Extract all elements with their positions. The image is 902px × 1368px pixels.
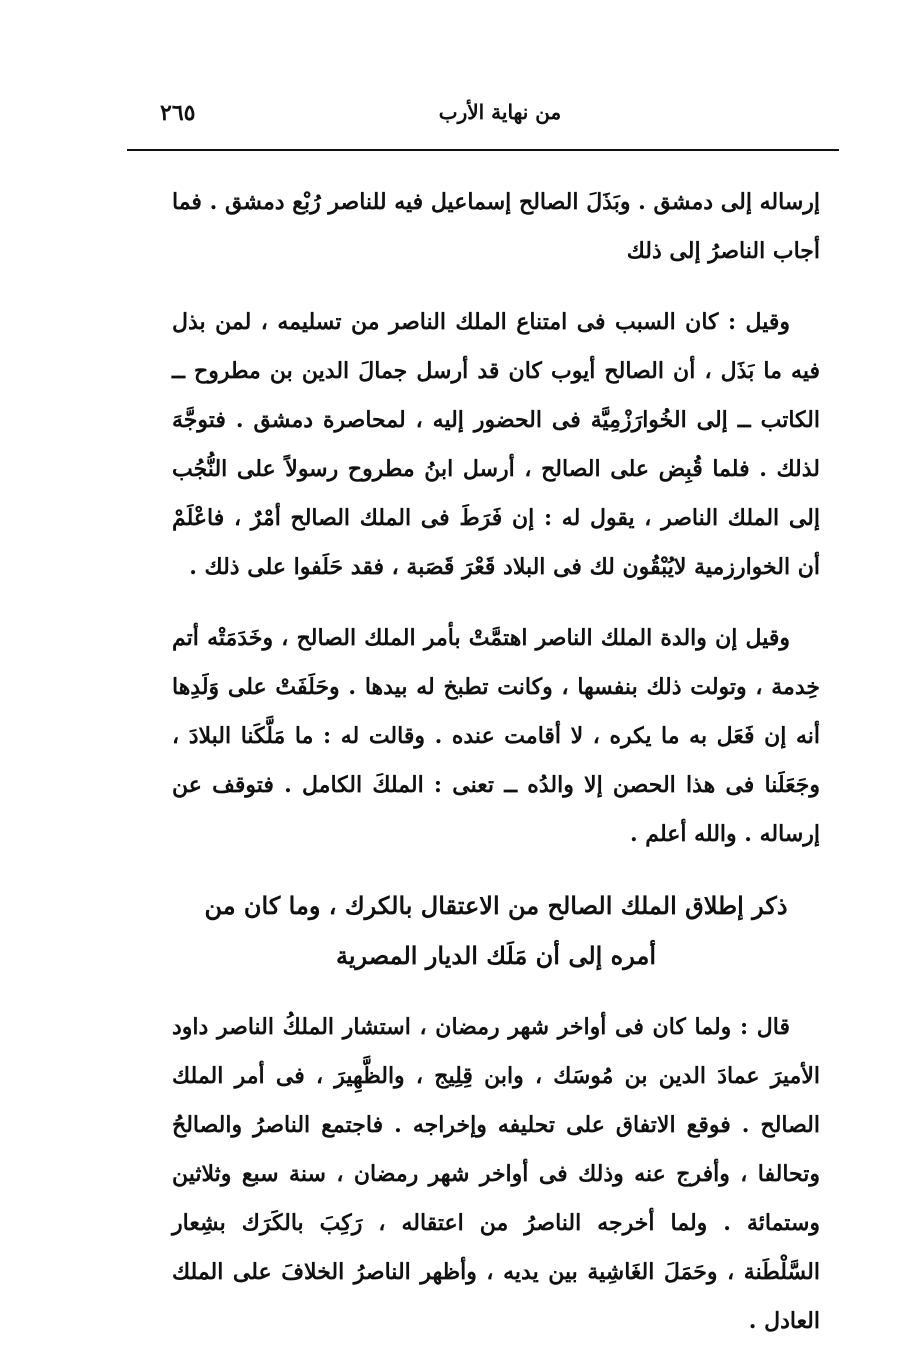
page-body bbox=[172, 178, 820, 1368]
paragraph-3: وقيل إن والدة الملك الناصر اهتمَّتْ بأمر الملك الصالح ، وخَدَمَتْه أتم خِدمة ، وتولت ذلك بنفسها ، وكانت تطبخ له بيدها . وحَلَفَتْ على وَلَدِها أنه إن فَعَل به ما يكره ، لا أقامت عنده . وقالت له : ما مَلَّكَنا البلادَ ، وجَعَلَنا فى هذا الحصن إلا والدُه ــ تعنى : الملكَ الكامل . فتوقف عن إرساله . والله أعلم . bbox=[172, 625, 820, 847]
page-number: ٢٦٥ bbox=[160, 100, 196, 126]
section-paragraph: قال : ولما كان فى أواخر شهر رمضان ، استشار الملكُ الناصر داود الأميرَ عمادَ الدين بن مُوسَك ، وابن قِلِيج ، والظَّهِيرَ ، فى أمر الملك الصالح . فوقع الاتفاق على تحليفه وإخراجه . فاجتمع الناصرُ والصالحُ وتحالفا ، وأفرج عنه وذلك فى أواخر شهر رمضان ، سنة سبع وثلاثين وستمائة . ولما أخرجه الناصرُ من اعتقاله ، رَكِبَ بالكَرَك بشِعار السَّلْطَنة ، وحَمَلَ الغَاشِية بين يديه ، وأظهر الناصرُ الخلافَ على الملك العادل . bbox=[172, 1014, 821, 1334]
section-heading: ذكر إطلاق الملك الصالح من الاعتقال بالكرك ، وما كان من أمره إلى أن مَلَك الديار المصرية bbox=[204, 891, 788, 970]
paragraph-2: وقيل : كان السبب فى امتناع الملك الناصر من تسليمه ، لمن بذل فيه ما بَذَل ، أن الصالح أيوب كان قد أرسل جمالَ الدين بن مطروح ــ الكاتب ــ إلى الخُوارَزْمِيَّة فى الحضور إليه ، لمحاصرة دمشق . فتوجَّهَ لذلك . فلما قُبِض على الصالح ، أرسل ابنُ مطروح رسولاً على النُّجُب إلى الملك الناصر ، يقول له : إن فَرَطَ فى الملك الصالح أمْرٌ ، فاعْلَمْ أن الخوارزمية لايُبْقُون لك فى البلاد قَعْرَ قَصَبة ، فقد حَلَفوا على ذلك . bbox=[172, 309, 820, 580]
paragraph-1: إرساله إلى دمشق . وبَذَلَ الصالح إسماعيل فيه للناصر رُبْع دمشق . فما أجاب الناصرُ إلى ذلك bbox=[172, 189, 820, 264]
page-header bbox=[160, 98, 840, 134]
running-title: من نهاية الأرب bbox=[438, 100, 562, 124]
header-rule bbox=[127, 149, 839, 151]
